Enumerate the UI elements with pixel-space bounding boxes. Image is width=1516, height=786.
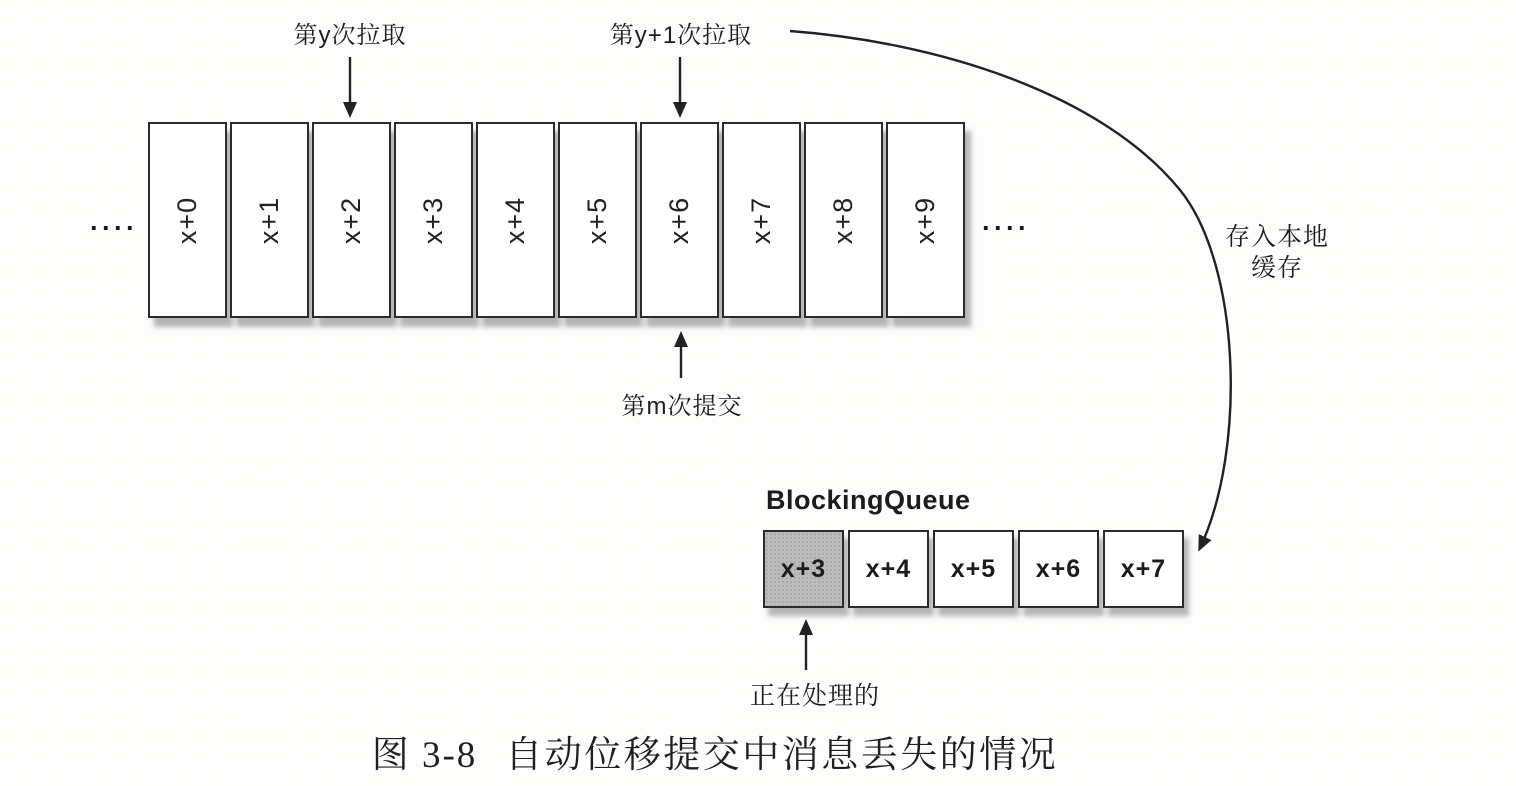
blocking-queue-row — [763, 530, 1184, 608]
store-local-cache-label — [1225, 222, 1329, 284]
queue-cell-label: x+4 — [865, 554, 912, 583]
log-cell-x1 — [230, 122, 309, 318]
pull-y-label: 第y次拉取 — [293, 22, 407, 49]
queue-cell-x6 — [1018, 530, 1099, 608]
figure-caption — [0, 724, 1430, 778]
partition-log-row — [148, 122, 965, 318]
store-local-cache-line1: 存入本地 — [1224, 223, 1330, 251]
queue-cell-x7 — [1103, 530, 1184, 608]
queue-cell-label: x+5 — [950, 554, 997, 583]
log-cell-x8 — [804, 122, 883, 318]
store-local-cache-line2: 缓存 — [1250, 254, 1304, 282]
log-right-ellipsis: ···· — [982, 213, 1030, 243]
log-cell-label: x+2 — [335, 196, 366, 244]
log-cell-label: x+0 — [171, 196, 202, 244]
queue-cell-label: x+3 — [780, 554, 827, 583]
log-left-ellipsis: ···· — [90, 213, 138, 243]
log-cell-x5 — [558, 122, 637, 318]
figure-title: 自动位移提交中消息丢失的情况 — [505, 735, 1059, 776]
log-cell-label: x+4 — [499, 196, 530, 244]
log-cell-x3 — [394, 122, 473, 318]
log-cell-label: x+9 — [909, 196, 940, 244]
log-cell-label: x+6 — [663, 196, 694, 244]
log-cell-label: x+7 — [745, 196, 776, 244]
commit-m-label: 第m次提交 — [621, 393, 743, 420]
log-cell-label: x+8 — [827, 196, 858, 244]
processing-label: 正在处理的 — [749, 682, 881, 710]
queue-cell-x3 — [763, 530, 844, 608]
log-cell-label: x+5 — [581, 196, 612, 244]
log-cell-x7 — [722, 122, 801, 318]
log-cell-x2 — [312, 122, 391, 318]
log-cell-x6 — [640, 122, 719, 318]
log-cell-label: x+3 — [417, 196, 448, 244]
pull-y-plus-1-label: 第y+1次拉取 — [609, 22, 753, 49]
log-cell-label: x+1 — [253, 196, 284, 244]
log-cell-x0 — [148, 122, 227, 318]
log-cell-x4 — [476, 122, 555, 318]
queue-cell-label: x+7 — [1120, 554, 1167, 583]
figure-number: 图 3-8 — [371, 735, 478, 776]
queue-cell-label: x+6 — [1035, 554, 1082, 583]
log-cell-x9 — [886, 122, 965, 318]
queue-cell-x5 — [933, 530, 1014, 608]
blocking-queue-title: BlockingQueue — [766, 485, 971, 515]
queue-cell-x4 — [848, 530, 929, 608]
